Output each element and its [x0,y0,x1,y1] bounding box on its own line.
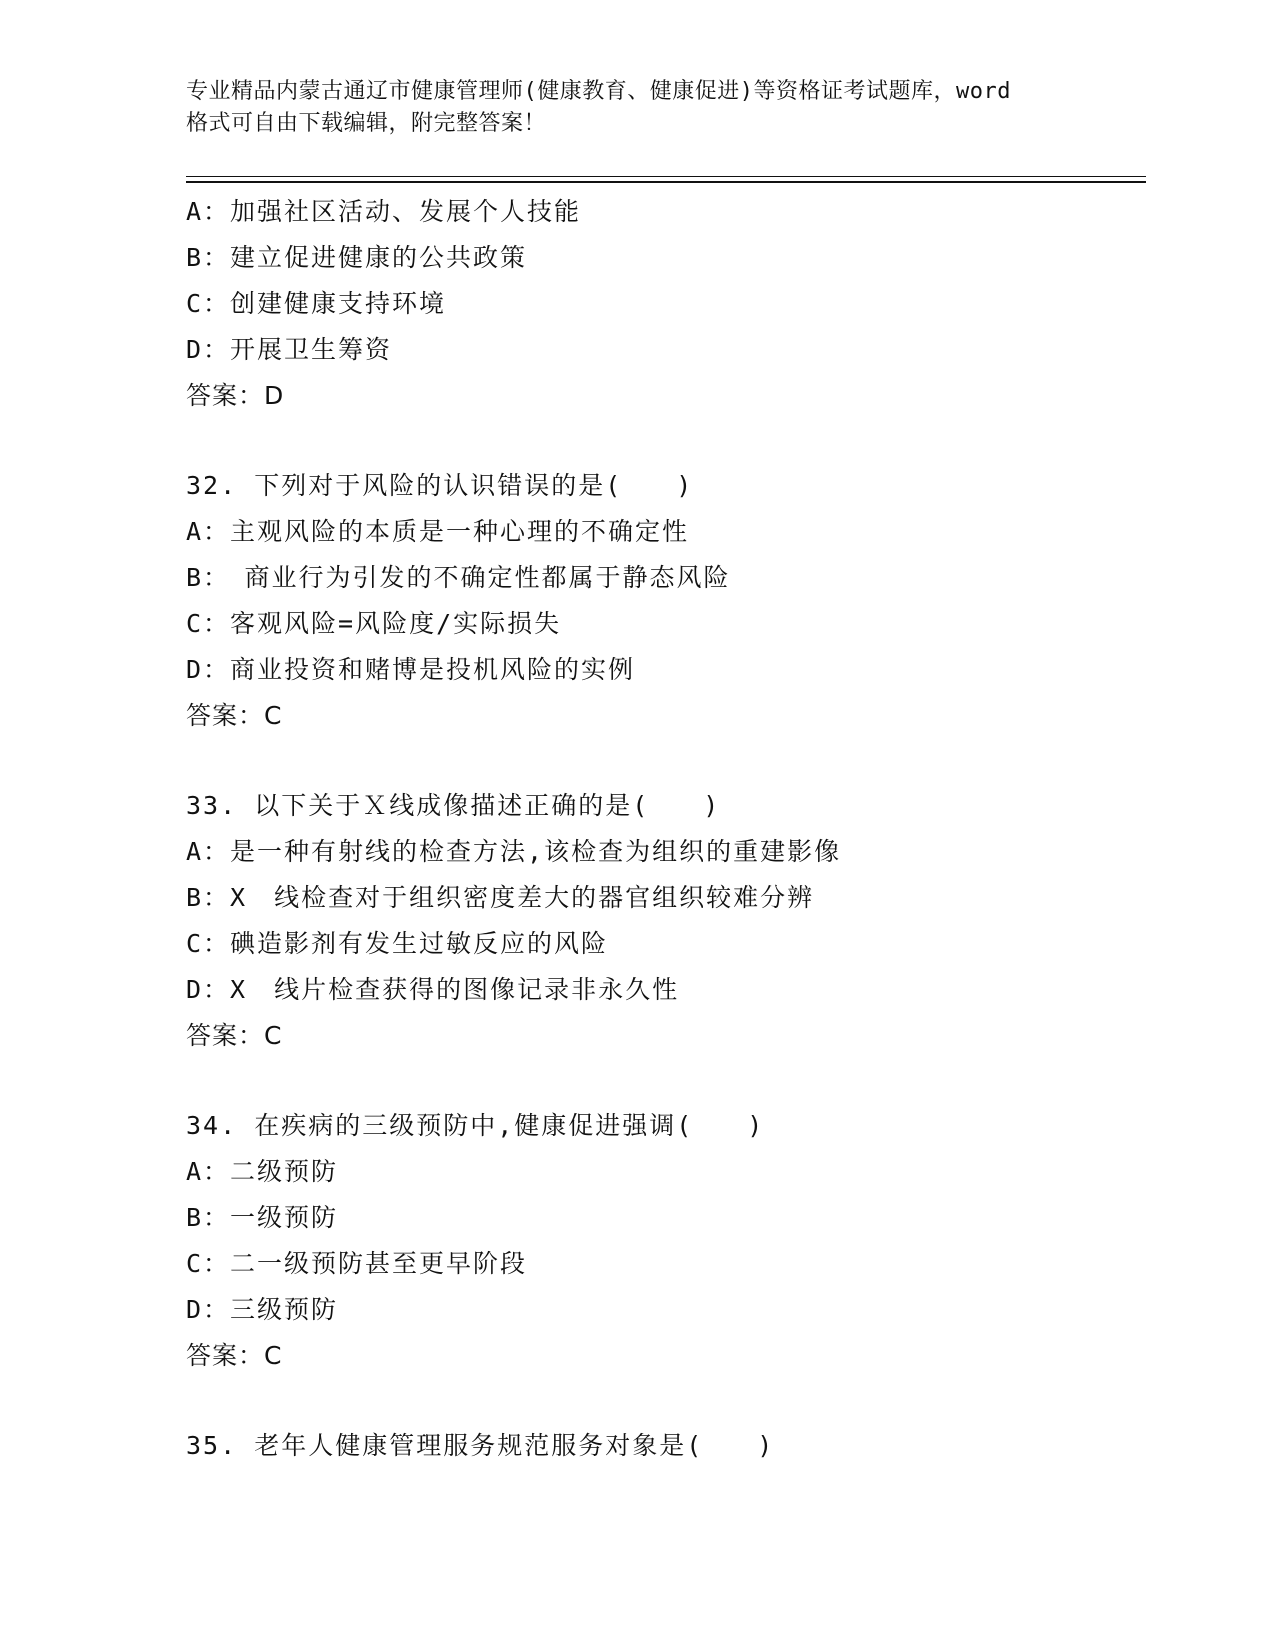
header-line-2: 格式可自由下载编辑，附完整答案！ [186,111,547,136]
option-d: D：三级预防 [186,1295,339,1324]
question-text: 33. 以下关于Ｘ线成像描述正确的是( ) [186,791,721,820]
question-text: 32. 下列对于风险的认识错误的是( ) [186,471,694,500]
spacer [186,419,1146,463]
question-list [186,189,1146,1469]
spacer [186,1379,1146,1423]
question-text: 34. 在疾病的三级预防中,健康促进强调( ) [186,1111,765,1140]
document-header [186,76,1106,140]
option-b: B： 商业行为引发的不确定性都属于静态风险 [186,563,731,592]
question-block [186,783,1146,1059]
option-a: A：主观风险的本质是一种心理的不确定性 [186,517,690,546]
answer: 答案：C [186,1341,283,1370]
question-text: 35. 老年人健康管理服务规范服务对象是( ) [186,1431,775,1460]
option-c: C：客观风险=风险度/实际损失 [186,609,562,638]
spacer [186,739,1146,783]
answer: 答案：D [186,381,285,410]
option-d: D：X 线片检查获得的图像记录非永久性 [186,975,680,1004]
answer: 答案：C [186,701,283,730]
option-c: C：创建健康支持环境 [186,289,447,318]
option-d: D：商业投资和赌博是投机风险的实例 [186,655,636,684]
question-block [186,189,1146,419]
option-b: B：一级预防 [186,1203,339,1232]
option-b: B：X 线检查对于组织密度差大的器官组织较难分辨 [186,883,815,912]
answer: 答案：C [186,1021,283,1050]
header-divider-thick [186,181,1146,183]
question-block [186,463,1146,739]
option-c: C：二一级预防甚至更早阶段 [186,1249,528,1278]
question-block [186,1423,1146,1469]
option-c: C：碘造影剂有发生过敏反应的风险 [186,929,609,958]
header-line-1: 专业精品内蒙古通辽市健康管理师(健康教育、健康促进)等资格证考试题库，word [186,79,1011,104]
spacer [186,1059,1146,1103]
header-divider-thin [186,176,1146,177]
option-a: A：加强社区活动、发展个人技能 [186,197,582,226]
option-a: A：二级预防 [186,1157,339,1186]
question-block [186,1103,1146,1379]
option-b: B：建立促进健康的公共政策 [186,243,528,272]
option-d: D：开展卫生筹资 [186,335,393,364]
option-a: A：是一种有射线的检查方法,该检查为组织的重建影像 [186,837,842,866]
